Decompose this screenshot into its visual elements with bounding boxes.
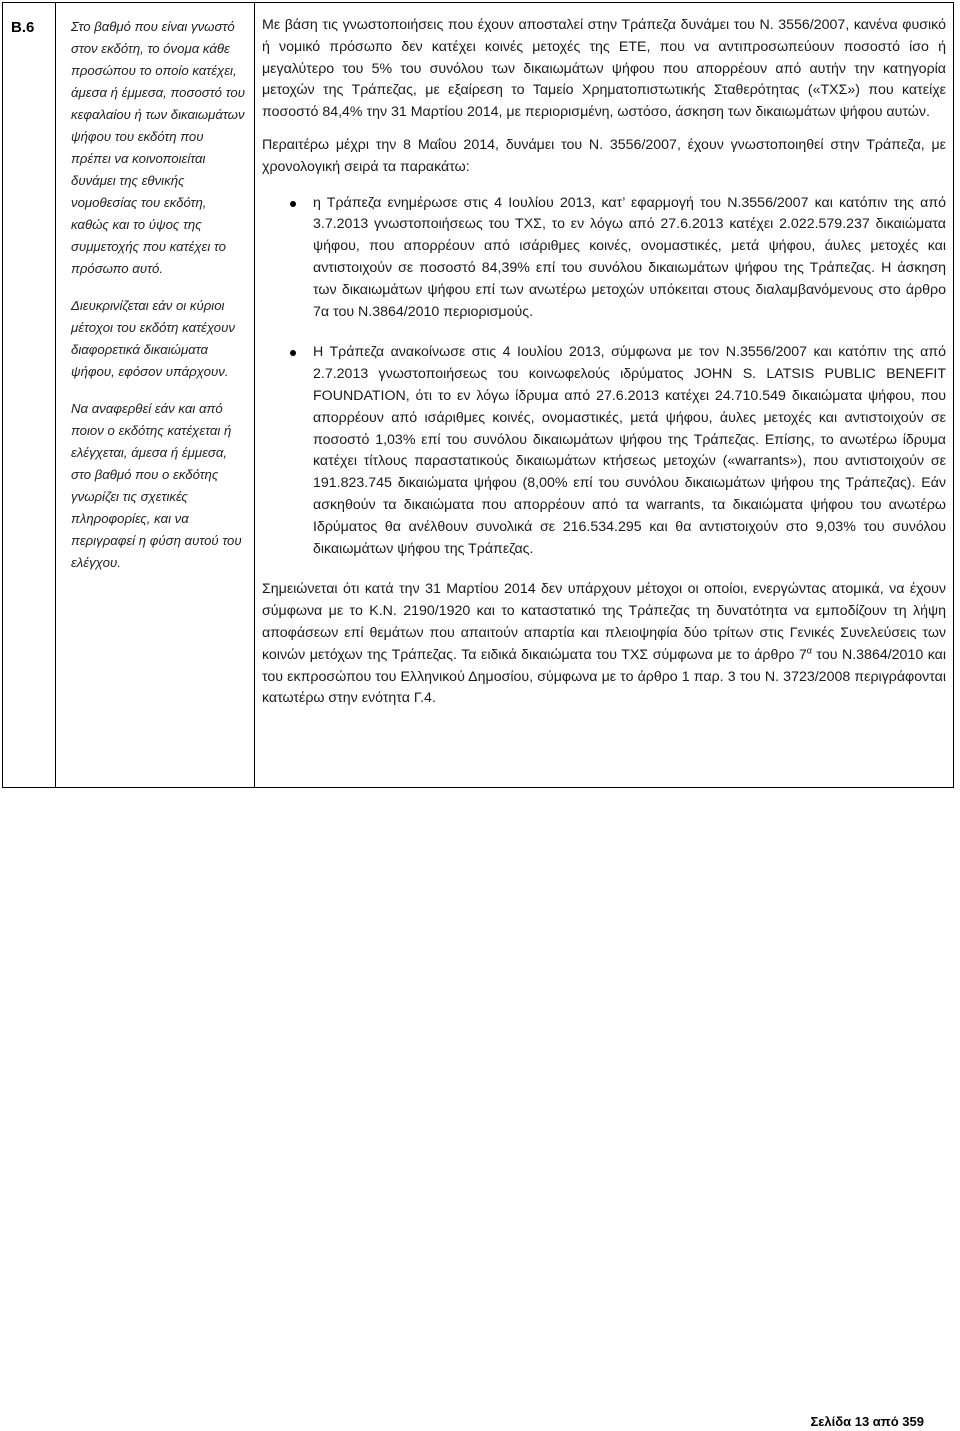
response-paragraph: Περαιτέρω μέχρι την 8 Μαΐου 2014, δυνάμει του Ν. 3556/2007, έχουν γνωστοποιηθεί στην Τράπεζα, με χρονολογική σειρά τα παρακάτω: [262, 136, 946, 175]
requirement-paragraph: Να αναφερθεί εάν και από ποιον ο εκδότης κατέχεται ή ελέγχεται, άμεσα ή έμμεσα, στο βαθμό που ο εκδότης γνωρίζει τις σχετικές πληροφορίες, και να περιγραφεί η φύση αυτού του ελέγχου. [71, 401, 242, 570]
section-table [2, 2, 954, 788]
page-number: Σελίδα 13 από 359 [810, 1414, 924, 1429]
notification-list [262, 193, 946, 561]
requirement-paragraph: Στο βαθμό που είναι γνωστό στον εκδότη, το όνομα κάθε προσώπου το οποίο κατέχει, άμεσα ή έμμεσα, ποσοστό του κεφαλαίου ή των δικαιωμάτων ψήφου του εκδότη που πρέπει να κοινοποιείται δυνάμει της εθνικής νομοθεσίας του εκδότη, καθώς και το ύψος της συμμετοχής που κατέχει το πρόσωπο αυτό. [71, 19, 245, 276]
superscript: α [806, 644, 812, 655]
bullet-icon [290, 201, 296, 207]
list-item [262, 193, 946, 324]
response-text: Σημειώνεται ότι κατά την 31 Μαρτίου 2014 δεν υπάρχουν μέτοχοι οι οποίοι, ενεργώντας ατομικά, να έχουν σύμφωνα με το Κ.Ν. 2190/1920 και το καταστατικό της Τράπεζας τη δυνατότητα να εμποδίζουν τη λήψη αποφάσεων επί θεμάτων που απαιτούν απαρτία και πλειοψηφία δύο τρίτων στις Γενικές Συνελεύσεις των κοινών μετόχων της Τράπεζας. Τα ειδικά δικαιώματα του ΤΧΣ σύμφωνα με το άρθρο 7 [262, 581, 946, 663]
list-item [262, 342, 946, 560]
response-paragraph [262, 579, 946, 710]
requirement-paragraph: Διευκρινίζεται εάν οι κύριοι μέτοχοι του εκδότη κατέχουν διαφορετικά δικαιώματα ψήφου, εφόσον υπάρχουν. [71, 298, 235, 379]
list-item-text: η Τράπεζα ενημέρωσε στις 4 Ιουλίου 2013, κατ’ εφαρμογή του Ν.3556/2007 και κατόπιν της από 3.7.2013 γνωστοποιήσεως του ΤΧΣ, το εν λόγω από 27.6.2013 κατέχει 2.022.579.237 δικαιώματα ψήφου, που απορρέουν από ισάριθμες κοινές, ονομαστικές, μετά ψήφου, άυλες μετοχές και αντιστοιχούν σε ποσοστό 84,39% επί του συνόλου δικαιωμάτων ψήφου της Τράπεζας. Η άσκηση των δικαιωμάτων ψήφου επί των ανωτέρω μετοχών υπόκειται στους διαλαμβανόμενους στο άρθρο 7α του Ν.3864/2010 περιορισμούς. [313, 194, 946, 320]
requirement-column [56, 3, 255, 787]
list-item-text: Η Τράπεζα ανακοίνωσε στις 4 Ιουλίου 2013, σύμφωνα με τον Ν.3556/2007 και κατόπιν της από 2.7.2013 γνωστοποιήσεως του κοινωφελούς ιδρύματος JOHN S. LATSIS PUBLIC BENEFIT FOUNDATION, ότι το εν λόγω ίδρυμα από 27.6.2013 κατέχει 24.710.549 δικαιώματα ψήφου, που απορρέουν από ισάριθμες κοινές, ονομαστικές, μετά ψήφου, άυλες μετοχές και αντιστοιχούν σε ποσοστό 1,03% επί του συνόλου δικαιωμάτων ψήφου της Τράπεζας. Επίσης, το ανωτέρω ίδρυμα κατέχει τίτλους παραστατικούς δικαιωμάτων κτήσεως μετοχών («warrants»), που αντιστοιχούν σε 191.823.745 δικαιώματα ψήφου (8,00% επί του συνόλου δικαιωμάτων ψήφου της Τράπεζας). Εάν ασκηθούν τα δικαιώματα που απορρέουν από τα warrants, τα δικαιώματα ψήφου του ανωτέρω Ιδρύματος θα ανέλθουν συνολικά σε 216.534.295 και θα αντιστοιχούν στο 9,03% του συνόλου δικαιωμάτων ψήφου της Τράπεζας. [313, 344, 946, 557]
section-code: B.6 [3, 3, 56, 787]
response-paragraph: Με βάση τις γνωστοποιήσεις που έχουν αποσταλεί στην Τράπεζα δυνάμει του Ν. 3556/2007, κανένα φυσικό ή νομικό πρόσωπο δεν κατέχει κοινές μετοχές της ΕΤΕ, που να αντιπροσωπεύουν ποσοστό ίσο ή μεγαλύτερο του 5% του συνόλου των δικαιωμάτων ψήφου που απορρέουν από αυτήν την κατηγορία μετοχών της Τράπεζας, με εξαίρεση το Ταμείο Χρηματοπιστωτικής Σταθερότητας («ΤΧΣ») που κατείχε ποσοστό 84,4% την 31 Μαρτίου 2014, με περιορισμένη, ωστόσο, άσκηση των δικαιωμάτων ψήφου αυτών. [262, 17, 946, 121]
response-column [255, 3, 953, 787]
response-text: του Ν.3864/2010 και του εκπροσώπου του Ελληνικού Δημοσίου, σύμφωνα με το άρθρο 1 παρ. 3 του Ν. 3723/2008 περιγράφονται κατωτέρω στην ενότητα Γ.4. [262, 646, 946, 707]
bullet-icon [290, 350, 296, 356]
